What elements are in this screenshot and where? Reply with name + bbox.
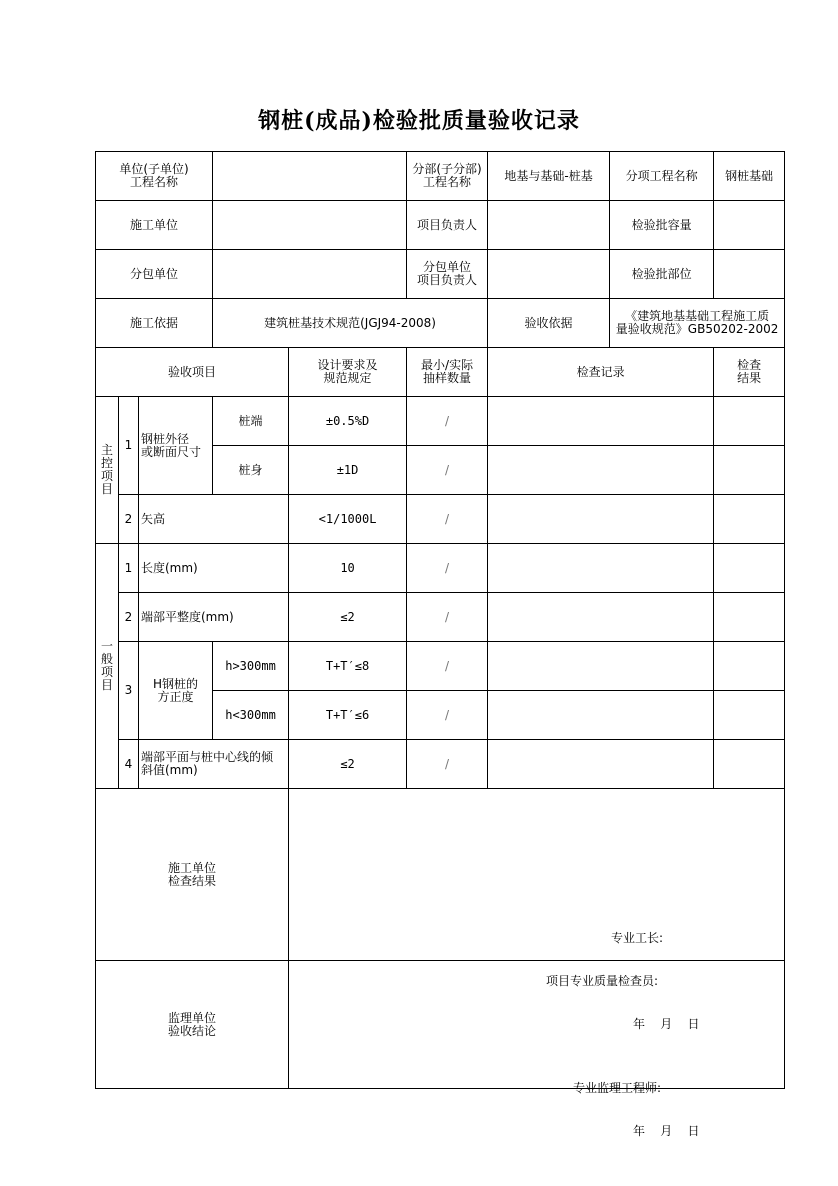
construction-basis-label: 施工依据 [96,299,213,348]
general-item-2-record[interactable] [488,593,714,642]
main-item-2-requirement: <1/1000L [289,495,407,544]
construction-basis-value: 建筑桩基技术规范(JGJ94-2008) [213,299,488,348]
contractor-check-label: 施工单位 检查结果 [96,789,289,961]
inspection-record-table [95,151,785,1138]
general-item-3a-requirement: T+T′≤8 [289,642,407,691]
general-item-3b-record[interactable] [488,691,714,740]
general-item-2-requirement: ≤2 [289,593,407,642]
project-manager-field[interactable] [488,201,610,250]
supervisor-check-date: 年 月 日 [633,1123,700,1138]
main-item-1b-sample[interactable]: / [407,446,488,495]
main-item-1b-subname: 桩身 [213,446,289,495]
main-item-1-number: 1 [119,397,139,495]
general-item-2-sample[interactable]: / [407,593,488,642]
general-item-4-record[interactable] [488,740,714,789]
project-manager-label: 项目负责人 [407,201,488,250]
general-item-1-requirement: 10 [289,544,407,593]
contractor-field[interactable] [213,201,407,250]
batch-location-label: 检验批部位 [610,250,714,299]
subitem-project-name-field[interactable]: 钢桩基础 [714,152,785,201]
main-item-1a-requirement: ±0.5%D [289,397,407,446]
main-item-2-number: 2 [119,495,139,544]
general-item-3b-result[interactable] [714,691,785,740]
general-item-1-result[interactable] [714,544,785,593]
unit-project-name-field[interactable] [213,152,407,201]
general-item-3a-result[interactable] [714,642,785,691]
division-project-name-label: 分部(子分部) 工程名称 [407,152,488,201]
contractor-label: 施工单位 [96,201,213,250]
unit-project-name-label: 单位(子单位) 工程名称 [96,152,213,201]
acceptance-basis-label: 验收依据 [488,299,610,348]
column-header-check-record: 检查记录 [488,348,714,397]
general-item-1-record[interactable] [488,544,714,593]
general-item-3a-record[interactable] [488,642,714,691]
main-item-1b-result[interactable] [714,446,785,495]
general-item-1-name: 长度(mm) [139,544,289,593]
main-item-1a-sample[interactable]: / [407,397,488,446]
general-item-3a-sample[interactable]: / [407,642,488,691]
column-header-item: 验收项目 [96,348,289,397]
supervisor-conclusion-area[interactable] [289,961,785,1138]
main-item-1b-record[interactable] [488,446,714,495]
subcontractor-pm-label: 分包单位 项目负责人 [407,250,488,299]
main-item-1a-subname: 桩端 [213,397,289,446]
column-header-sample-quantity: 最小/实际 抽样数量 [407,348,488,397]
general-item-4-number: 4 [119,740,139,789]
general-item-2-number: 2 [119,593,139,642]
subitem-project-name-label: 分项工程名称 [610,152,714,201]
main-item-2-sample[interactable]: / [407,495,488,544]
main-control-group-label: 主控项目 [96,397,119,544]
subcontractor-pm-field[interactable] [488,250,610,299]
main-item-1b-requirement: ±1D [289,446,407,495]
main-item-1a-result[interactable] [714,397,785,446]
general-item-3-number: 3 [119,642,139,740]
general-item-3b-requirement: T+T′≤6 [289,691,407,740]
general-item-4-name: 端部平面与桩中心线的倾 斜值(mm) [139,740,289,789]
contractor-check-area[interactable] [289,789,785,1031]
column-header-check-result: 检查 结果 [714,348,785,397]
column-header-design-requirement: 设计要求及 规范规定 [289,348,407,397]
general-item-4-requirement: ≤2 [289,740,407,789]
main-item-2-record[interactable] [488,495,714,544]
batch-capacity-label: 检验批容量 [610,201,714,250]
batch-location-field[interactable] [714,250,785,299]
subcontractor-field[interactable] [213,250,407,299]
contractor-check-date: 年 月 日 [633,1016,700,1031]
general-item-2-result[interactable] [714,593,785,642]
general-item-1-sample[interactable]: / [407,544,488,593]
acceptance-basis-value: 《建筑地基基础工程施工质 量验收规范》GB50202-2002 [610,299,785,348]
general-item-3b-sample[interactable]: / [407,691,488,740]
supervisor-conclusion-label: 监理单位 验收结论 [96,961,289,1089]
supervision-engineer-signature-label: 专业监理工程师: [573,1080,662,1095]
general-item-1-number: 1 [119,544,139,593]
general-group-label: 一般项目 [96,544,119,789]
quality-inspector-signature-label: 项目专业质量检查员: [546,973,659,988]
main-item-1-name: 钢桩外径 或断面尺寸 [139,397,213,495]
general-item-3-name: H钢桩的 方正度 [139,642,213,740]
general-item-3a-subname: h>300mm [213,642,289,691]
general-item-3b-subname: h<300mm [213,691,289,740]
division-project-name-field[interactable]: 地基与基础-桩基 [488,152,610,201]
general-item-2-name: 端部平整度(mm) [139,593,289,642]
main-item-2-name: 矢高 [139,495,289,544]
page-title: 钢桩(成品)检验批质量验收记录 [258,108,580,134]
batch-capacity-field[interactable] [714,201,785,250]
foreman-signature-label: 专业工长: [611,930,664,945]
subcontractor-label: 分包单位 [96,250,213,299]
general-item-4-sample[interactable]: / [407,740,488,789]
main-item-2-result[interactable] [714,495,785,544]
main-item-1a-record[interactable] [488,397,714,446]
general-item-4-result[interactable] [714,740,785,789]
